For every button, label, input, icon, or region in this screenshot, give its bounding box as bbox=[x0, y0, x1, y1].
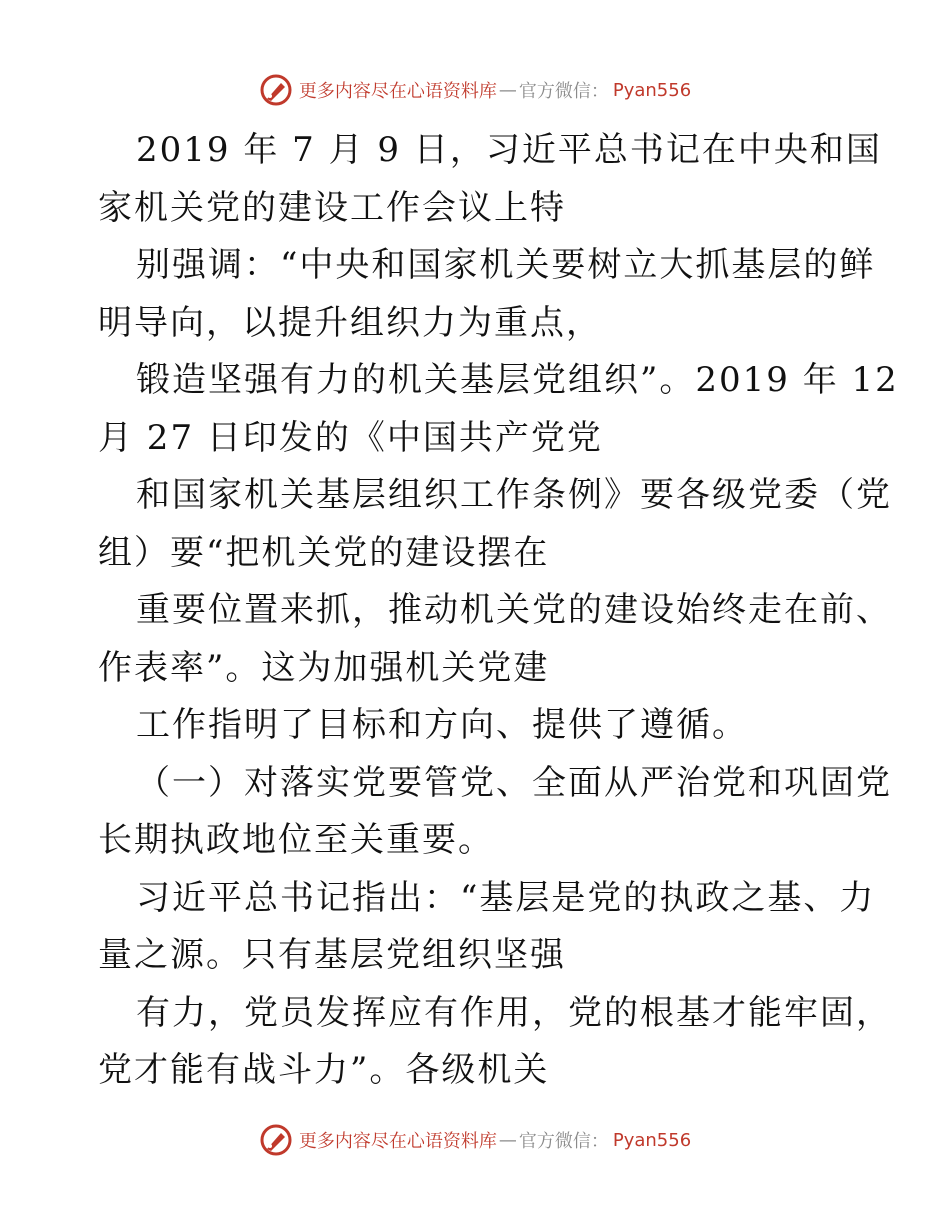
text-line: 重要位置来抓，推动机关党的建设始终走在前、 bbox=[136, 590, 892, 630]
text-line: 习近平总书记指出：“基层是党的执政之基、力 bbox=[136, 877, 876, 918]
watermark-label: 官方微信： bbox=[518, 1131, 609, 1152]
text-line: 工作指明了目标和方向、提供了遵循。 bbox=[136, 705, 748, 745]
watermark-account: Pyan556 bbox=[612, 79, 692, 101]
text-line: 家机关党的建设工作会议上特 bbox=[98, 187, 566, 228]
watermark-separator: — bbox=[498, 1129, 517, 1151]
watermark-account: Pyan556 bbox=[612, 1129, 692, 1151]
text-line: 月 27 日印发的《中国共产党党 bbox=[98, 417, 603, 458]
pen-logo-icon bbox=[259, 73, 293, 107]
footer-watermark bbox=[0, 1120, 950, 1160]
header-watermark bbox=[0, 70, 950, 110]
text-line: 2019 年 7 月 9 日，习近平总书记在中央和国 bbox=[136, 130, 882, 170]
text-line: 和国家机关基层组织工作条例》要各级党委（党 bbox=[136, 475, 892, 515]
watermark-text: 更多内容尽在心语资料库 bbox=[298, 1131, 497, 1152]
watermark-text: 更多内容尽在心语资料库 bbox=[298, 81, 497, 102]
watermark-separator: — bbox=[498, 79, 517, 101]
document-body bbox=[98, 122, 899, 1100]
watermark-label: 官方微信： bbox=[518, 81, 609, 102]
text-line: 明导向，以提升组织力为重点， bbox=[98, 302, 602, 343]
text-line: 党才能有战斗力”。各级机关 bbox=[98, 1050, 550, 1090]
text-line: 组）要“把机关党的建设摆在 bbox=[98, 532, 550, 573]
text-line: 长期执政地位至关重要。 bbox=[98, 820, 494, 860]
pen-logo-icon bbox=[259, 1123, 293, 1157]
text-line: 别强调：“中央和国家机关要树立大抓基层的鲜 bbox=[136, 245, 876, 285]
text-line: 作表率”。这为加强机关党建 bbox=[98, 647, 550, 688]
text-line: 量之源。只有基层党组织坚强 bbox=[98, 935, 566, 975]
text-line: 有力，党员发挥应有作用，党的根基才能牢固， bbox=[136, 992, 892, 1033]
text-line: （一）对落实党要管党、全面从严治党和巩固党 bbox=[136, 762, 892, 803]
text-line: 锻造坚强有力的机关基层党组织”。2019 年 12 bbox=[136, 360, 899, 400]
